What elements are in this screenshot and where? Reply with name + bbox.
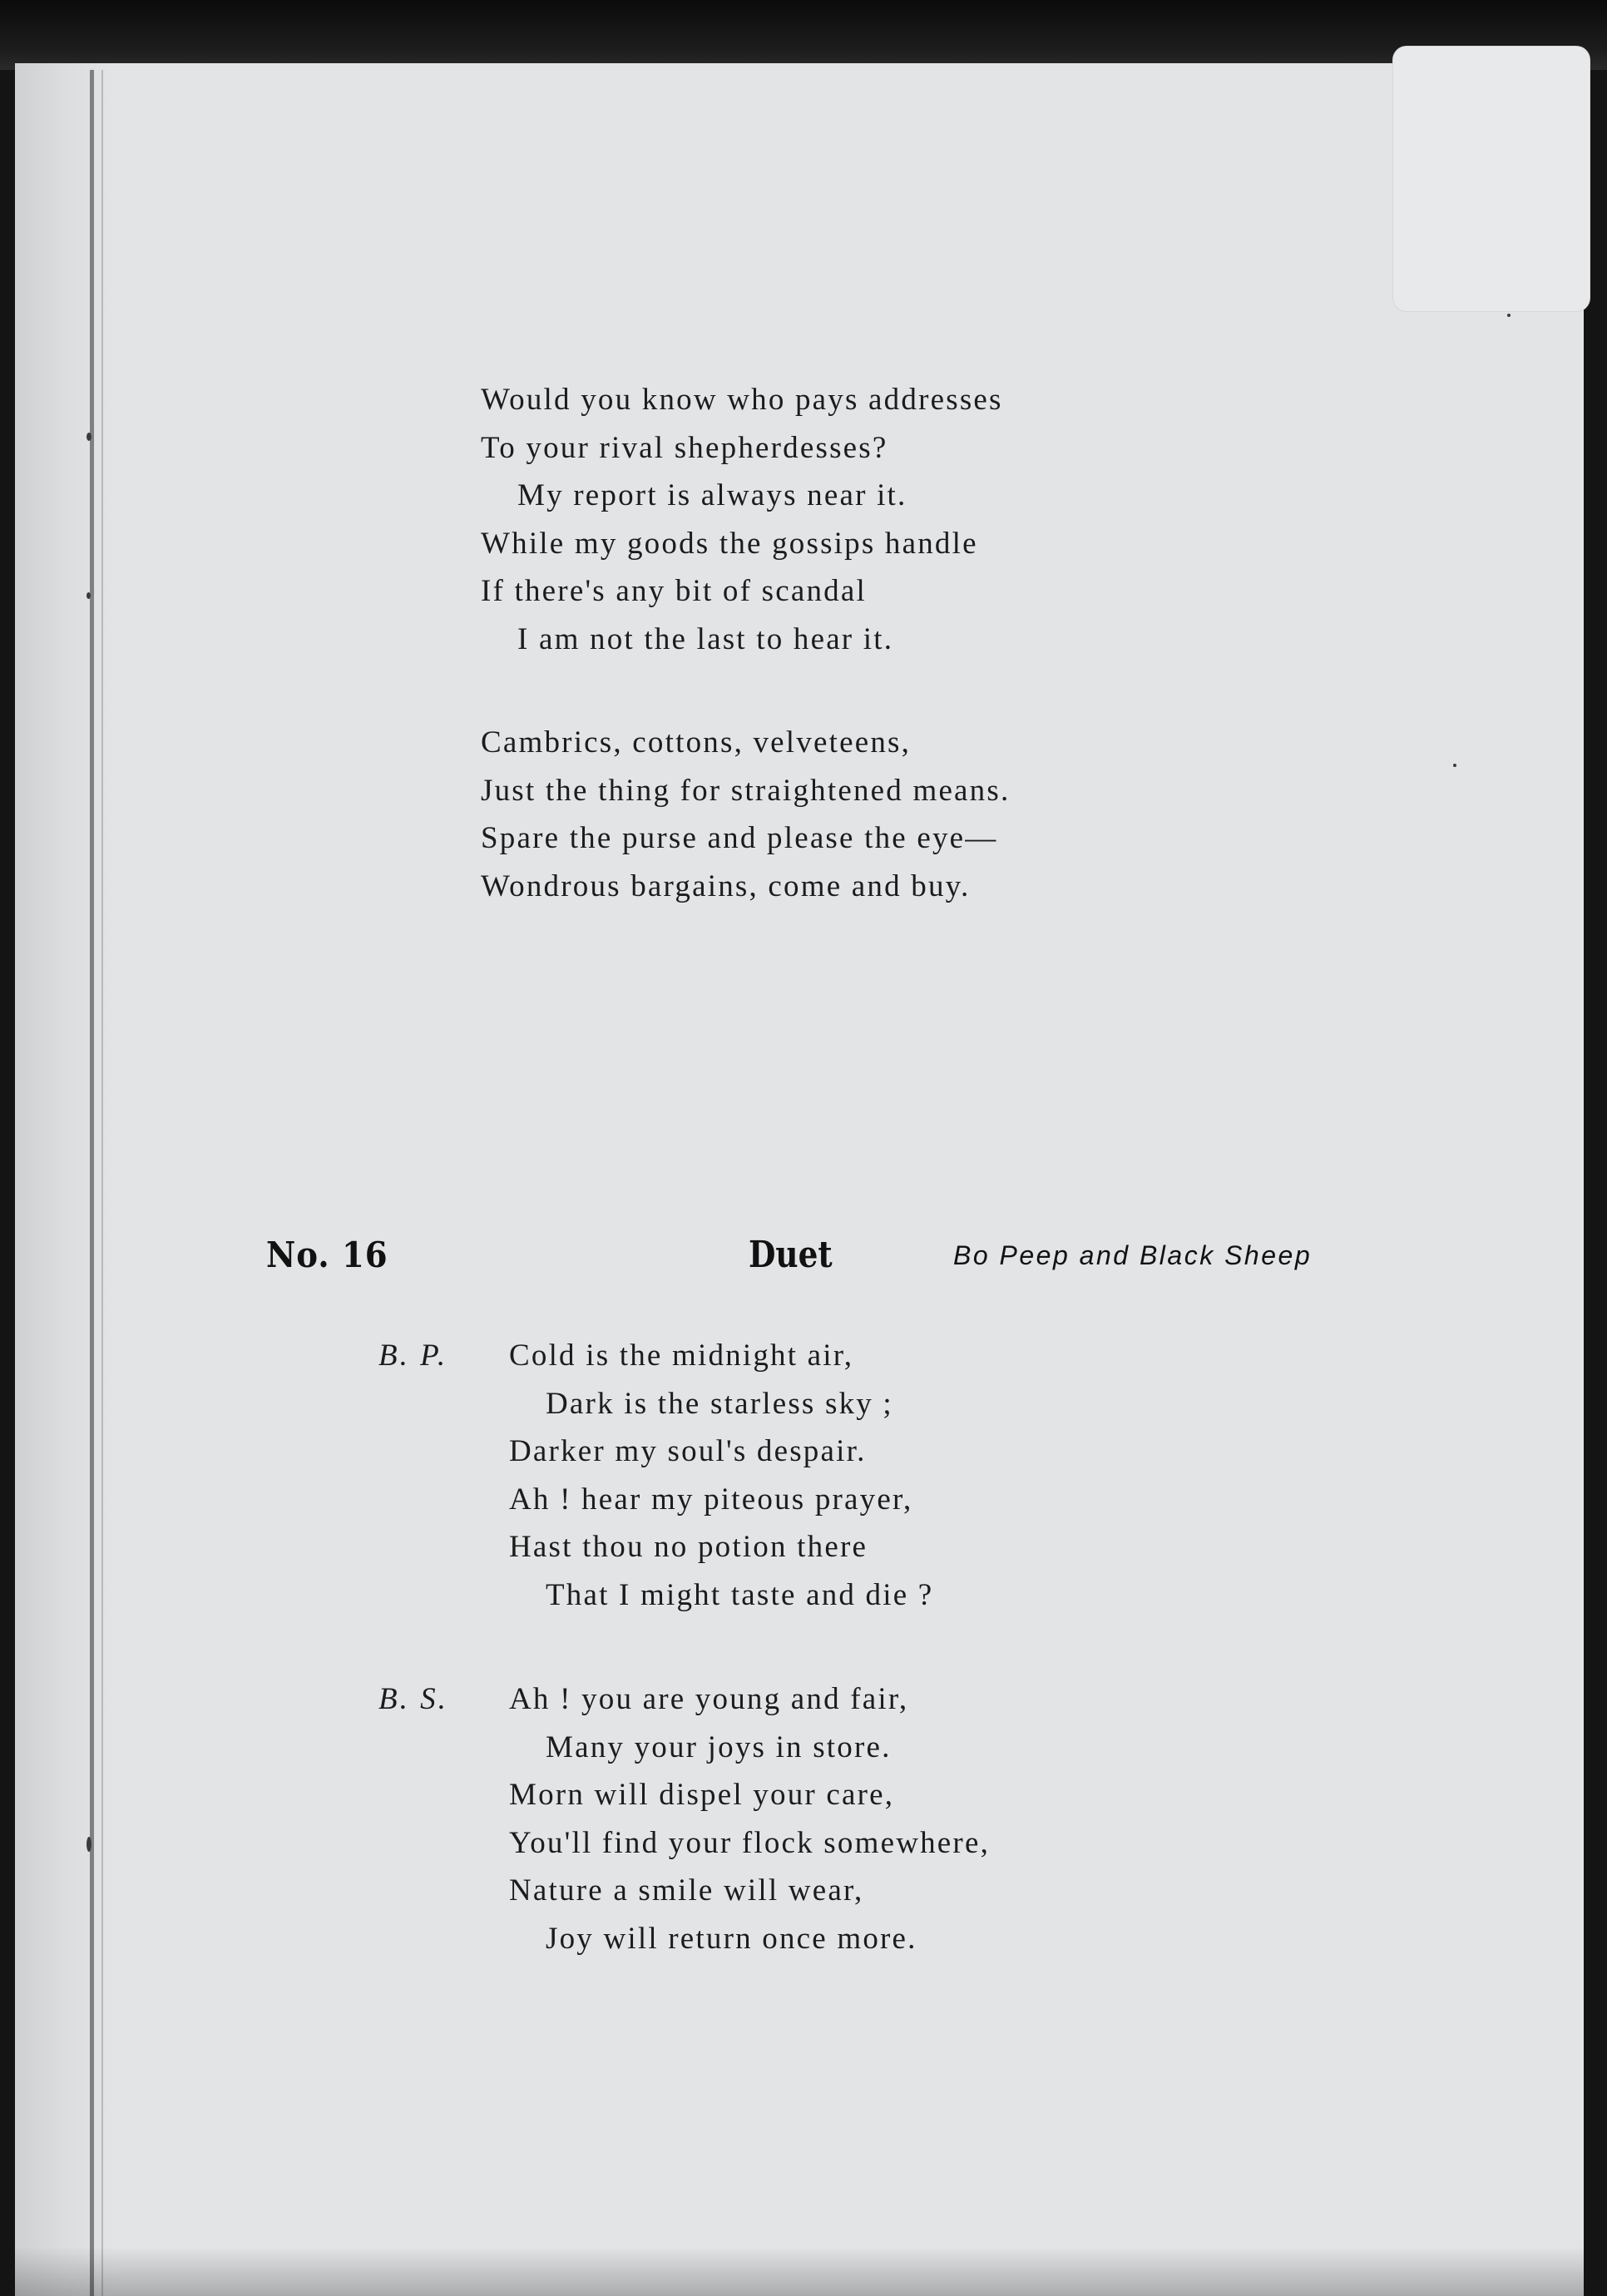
verse-line: You'll find your flock somewhere, (509, 1825, 991, 1860)
verse-line: Hast thou no potion there (509, 1530, 868, 1564)
verse-line: Wondrous bargains, come and buy. (481, 868, 971, 903)
verse-line: Spare the purse and please the eye— (481, 821, 998, 855)
verse-stanza-2 (481, 719, 1010, 910)
duet-part-2 (509, 1675, 990, 1962)
verse-line: Ah ! you are young and fair, (509, 1682, 909, 1716)
verse-line: Joy will return once more. (546, 1921, 917, 1956)
paper-speck (87, 433, 91, 441)
verse-line: Would you know who pays addresses (481, 383, 1003, 417)
page-corner-tab (1393, 47, 1590, 311)
binding-edge-inner (101, 70, 103, 2296)
verse-line: I am not the last to hear it. (517, 621, 894, 656)
paper-speck (87, 592, 91, 599)
verse-line: That I might taste and die ? (546, 1577, 934, 1612)
section-number: No. 16 (266, 1235, 388, 1275)
verse-line: If there's any bit of scandal (481, 574, 867, 608)
paper-speck (87, 1837, 91, 1852)
verse-line: Dark is the starless sky ; (546, 1386, 893, 1421)
verse-line: Darker my soul's despair. (509, 1434, 867, 1468)
verse-line: Just the thing for straightened means. (481, 773, 1011, 808)
paper-speck (1507, 314, 1511, 317)
verse-line: Morn will dispel your care, (509, 1778, 895, 1812)
verse-stanza-1 (481, 376, 1003, 663)
verse-line: While my goods the gossips handle (481, 526, 978, 561)
verse-line: Ah ! hear my piteous prayer, (509, 1482, 913, 1517)
verse-line: To your rival shepherdesses? (481, 430, 888, 465)
speaker-label: B. S. (378, 1682, 448, 1716)
section-title: Duet (749, 1234, 833, 1276)
verse-line: Nature a smile will wear, (509, 1873, 864, 1908)
section-characters: Bo Peep and Black Sheep (953, 1240, 1313, 1270)
verse-line: Cold is the midnight air, (509, 1339, 854, 1373)
speaker-label: B. P. (378, 1339, 448, 1373)
duet-part-1 (509, 1332, 933, 1619)
verse-line: Cambrics, cottons, velveteens, (481, 725, 912, 760)
verse-line: Many your joys in store. (546, 1729, 892, 1764)
bottom-shadow (15, 2246, 1584, 2296)
gutter-shadow (15, 63, 115, 2296)
paper-speck (1453, 764, 1456, 767)
scan-top-edge (0, 0, 1607, 70)
verse-line: My report is always near it. (517, 478, 907, 512)
binding-edge (90, 70, 94, 2296)
